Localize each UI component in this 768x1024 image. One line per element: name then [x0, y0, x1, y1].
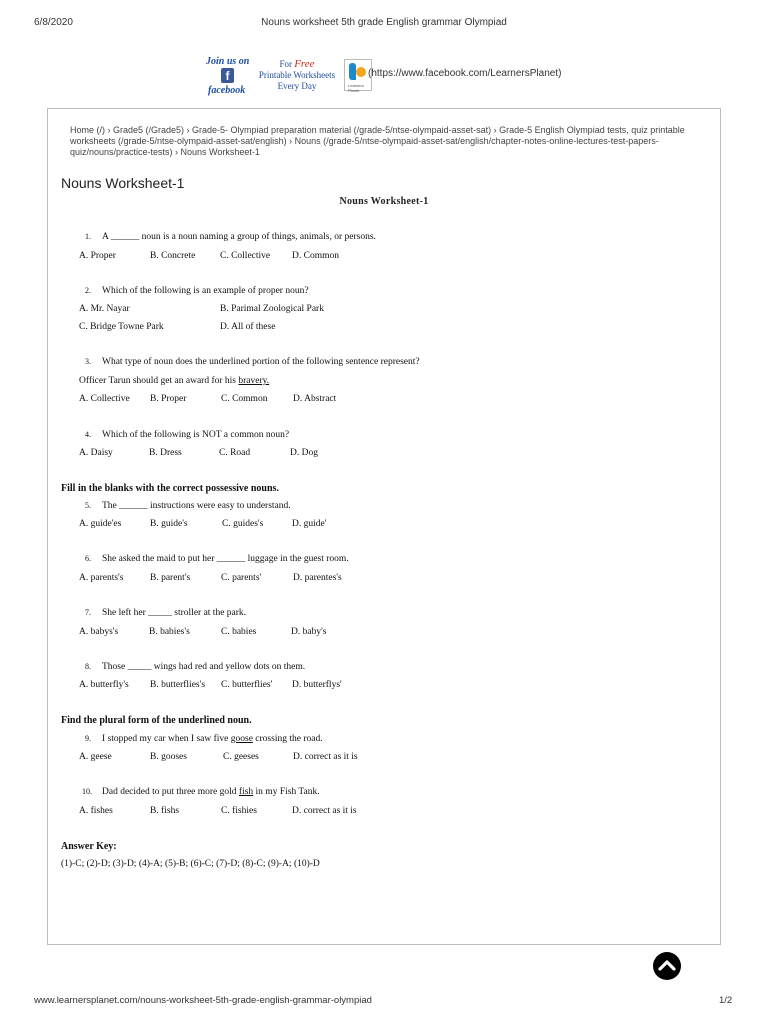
q8-option-d: D. butterflys' [292, 680, 342, 690]
answer-key-label: Answer Key: [61, 841, 117, 852]
q6-option-d: D. parentes's [293, 573, 342, 583]
q7-option-c: C. babies [221, 627, 257, 637]
q6-option-c: C. parents' [221, 573, 262, 583]
question-7: 7. She left her _____ stroller at the park. [85, 608, 247, 618]
q1-option-c: C. Collective [220, 251, 271, 261]
facebook-url-link[interactable]: (https://www.facebook.com/LearnersPlanet) [368, 68, 562, 79]
q2-option-d: D. All of these [220, 322, 276, 332]
q3-sentence: Officer Tarun should get an award for his bravery. [79, 376, 270, 386]
q7-option-a: A. babys's [79, 627, 119, 637]
facebook-banner[interactable] [204, 55, 372, 95]
question-8: 8. Those _____ wings had red and yellow dots on them. [85, 662, 306, 672]
q2-option-b: B. Parimal Zoological Park [220, 304, 324, 314]
q2-option-a: A. Mr. Nayar [79, 304, 130, 314]
q1-option-d: D. Common [292, 251, 339, 261]
printable-worksheets-line: Printable Worksheets [258, 69, 336, 80]
q7-option-b: B. babies's [149, 627, 190, 637]
q4-option-c: C. Road [219, 448, 251, 458]
q5-option-d: D. guide' [292, 519, 327, 529]
q10-option-d: D. correct as it is [292, 806, 357, 816]
q4-option-a: A. Daisy [79, 448, 113, 458]
q8-option-a: A. butterfly's [79, 680, 129, 690]
q5-option-a: A. guide'es [79, 519, 122, 529]
worksheet-title: Nouns Worksheet-1 [339, 196, 429, 207]
q6-option-a: A. parents's [79, 573, 124, 583]
question-4: 4. Which of the following is NOT a common noun? [85, 430, 290, 440]
section-possessive-heading: Fill in the blanks with the correct possessive nouns. [61, 483, 279, 494]
facebook-join-block [204, 56, 252, 94]
q3-option-c: C. Common [221, 394, 268, 404]
facebook-icon: f [221, 68, 234, 83]
print-date: 6/8/2020 [34, 17, 73, 28]
q7-option-d: D. baby's [291, 627, 327, 637]
question-9: 9. I stopped my car when I saw five goose crossing the road. [85, 734, 323, 744]
chevron-up-icon[interactable] [653, 952, 681, 980]
q8-option-b: B. butterflies's [150, 680, 206, 690]
q5-option-c: C. guides's [222, 519, 264, 529]
q4-option-d: D. Dog [290, 448, 318, 458]
q4-option-b: B. Dress [149, 448, 182, 458]
q3-option-b: B. Proper [150, 394, 187, 404]
every-day-line: Every Day [277, 80, 317, 91]
q1-option-a: A. Proper [79, 251, 116, 261]
q2-option-c: C. Bridge Towne Park [79, 322, 164, 332]
join-line1: Join us on [206, 56, 250, 67]
answer-key-text: (1)-C; (2)-D; (3)-D; (4)-A; (5)-B; (6)-C; (7)-D; (8)-C; (9)-A; (10)-D [61, 859, 320, 869]
page-title: Nouns Worksheet-1 [61, 175, 185, 191]
q9-option-a: A. geese [79, 752, 112, 762]
question-6: 6. She asked the maid to put her ______ luggage in the guest room. [85, 554, 349, 564]
breadcrumb[interactable]: Home (/) › Grade5 (/Grade5) › Grade-5- Olympiad preparation material (/grade-5/ntse-olympaid-asset-sat) › Grade-5 English Olympiad tests, quiz printable worksheets (/grade-5/ntse-olympaid-asset-sat/english) › Nouns (/grade-5/ntse-olympaid-asset-sat/english/chapter-notes-online-lectures-test-papers-quiz/nouns/practice-tests) › Nouns Worksheet-1 [70, 125, 685, 157]
q9-option-b: B. gooses [150, 752, 187, 762]
question-10: 10. Dad decided to put three more gold fish in my Fish Tank. [82, 787, 320, 797]
q6-option-b: B. parent's [150, 573, 191, 583]
section-plural-heading: Find the plural form of the underlined noun. [61, 715, 252, 726]
q10-option-c: C. fishies [221, 806, 257, 816]
join-line2: facebook [208, 85, 246, 96]
for-free-prefix: For [279, 58, 295, 69]
question-2: 2. Which of the following is an example of proper noun? [85, 286, 309, 296]
q9-option-c: C. geeses [223, 752, 259, 762]
q10-option-b: B. fishs [150, 806, 180, 816]
question-5: 5. The ______ instructions were easy to understand. [85, 501, 291, 511]
q1-option-b: B. Concrete [150, 251, 196, 261]
footer-page-number: 1/2 [719, 995, 733, 1006]
footer-url: www.learnersplanet.com/nouns-worksheet-5th-grade-english-grammar-olympiad [34, 995, 372, 1006]
q10-option-a: A. fishes [79, 806, 113, 816]
question-3: 3. What type of noun does the underlined portion of the following sentence represent? [85, 357, 420, 367]
logo-caption: Learners Planet [348, 83, 364, 93]
question-1: 1. A ______ noun is a noun naming a group of things, animals, or persons. [85, 232, 376, 242]
q3-option-a: A. Collective [79, 394, 130, 404]
free-worksheets-text [252, 59, 342, 92]
q5-option-b: B. guide's [150, 519, 188, 529]
for-free-word: Free [294, 57, 315, 70]
q3-option-d: D. Abstract [293, 394, 337, 404]
q8-option-c: C. butterflies' [221, 680, 273, 690]
print-title: Nouns worksheet 5th grade English grammar Olympiad [261, 17, 507, 28]
q9-option-d: D. correct as it is [293, 752, 358, 762]
